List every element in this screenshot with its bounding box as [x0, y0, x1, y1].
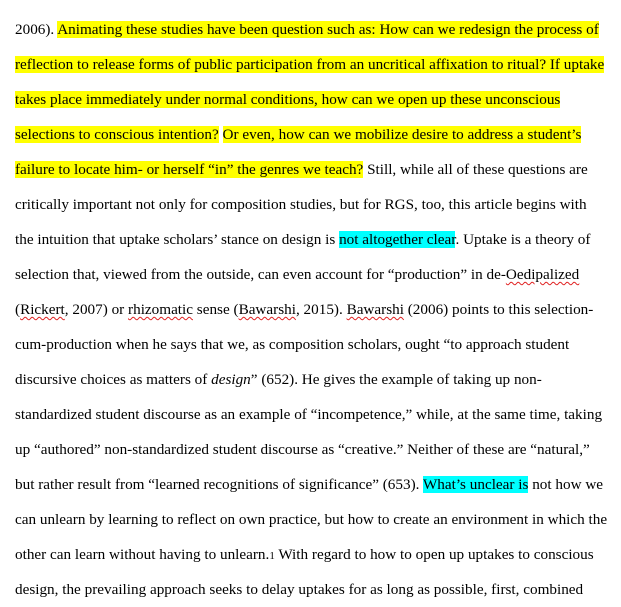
text-line	[15, 368, 542, 392]
text-run: other can learn without having to unlearn.	[15, 546, 270, 563]
text-run	[219, 126, 223, 143]
text-line	[15, 508, 607, 532]
spellcheck-word[interactable]: Oedipalized	[505, 266, 580, 283]
text-run: standardized student discourse as an example of “incompetence,” while, at the same time, taking	[15, 406, 603, 423]
text-run: Still, while all of these questions are	[363, 161, 588, 178]
spellcheck-word[interactable]: Bawarshi	[346, 301, 404, 318]
text-run: the intuition that uptake scholars’ stance on design is	[15, 231, 340, 248]
yellow-highlight: reflection to release forms of public participation from an uncritical affixation to ritual? If uptake	[15, 56, 605, 73]
text-line	[15, 578, 583, 602]
spellcheck-word[interactable]: Rickert	[20, 301, 65, 318]
spellcheck-word[interactable]: rhizomatic	[128, 301, 193, 318]
text-run: up “authored” non-standardized student discourse as “creative.” Neither of these are “natural,”	[15, 441, 590, 458]
text-line	[15, 158, 588, 182]
text-line	[15, 193, 587, 217]
text-run: , 2007) or	[64, 301, 129, 318]
italic-text: design	[211, 371, 251, 388]
text-line	[15, 403, 602, 427]
text-run: , 2015).	[295, 301, 347, 318]
footnote-reference[interactable]: 1	[269, 550, 275, 562]
text-line	[15, 473, 603, 497]
text-run: but rather result from “learned recognitions of significance” (653).	[15, 476, 423, 493]
text-run: sense (	[193, 301, 239, 318]
cyan-highlight: What’s unclear is	[422, 476, 529, 493]
text-run: cum-production when he says that we, as composition scholars, ought “to approach student	[15, 336, 570, 353]
text-line	[15, 333, 569, 357]
text-run: (	[15, 301, 21, 318]
text-line	[15, 123, 581, 147]
yellow-highlight: Animating these studies have been question such as: How can we redesign the process of	[57, 21, 599, 38]
text-run: design, the prevailing approach seeks to delay uptakes for as long as possible, first, combined	[15, 581, 584, 598]
yellow-highlight: selections to conscious intention?	[15, 126, 219, 143]
text-run: selection that, viewed from the outside, can even account for “production” in de-	[15, 266, 506, 283]
text-line	[15, 88, 560, 112]
text-line	[15, 263, 579, 287]
text-line	[15, 298, 593, 322]
text-line	[15, 543, 594, 567]
text-run: 2006).	[15, 21, 58, 38]
text-line	[15, 438, 590, 462]
text-run: . Uptake is a theory of	[455, 231, 591, 248]
text-run: can unlearn by learning to reflect on own practice, but how to create an environment in which the	[15, 511, 608, 528]
text-run: discursive choices as matters of	[15, 371, 212, 388]
spellcheck-word[interactable]: Bawarshi	[238, 301, 296, 318]
text-line	[15, 53, 604, 77]
yellow-highlight: failure to locate him- or herself “in” the genres we teach?	[15, 161, 364, 178]
text-line	[15, 228, 590, 252]
text-run: ” (652). He gives the example of taking up non-	[250, 371, 542, 388]
text-run: With regard to how to open up uptakes to conscious	[274, 546, 594, 563]
yellow-highlight: Or even, how can we mobilize desire to address a student’s	[222, 126, 582, 143]
text-line	[15, 18, 599, 42]
yellow-highlight: takes place immediately under normal conditions, how can we open up these unconscious	[15, 91, 561, 108]
text-run: (2006) points to this selection-	[403, 301, 594, 318]
text-run: critically important not only for composition studies, but for RGS, too, this article begins with	[15, 196, 587, 213]
text-run: not how we	[528, 476, 604, 493]
cyan-highlight: not altogether clear	[339, 231, 456, 248]
